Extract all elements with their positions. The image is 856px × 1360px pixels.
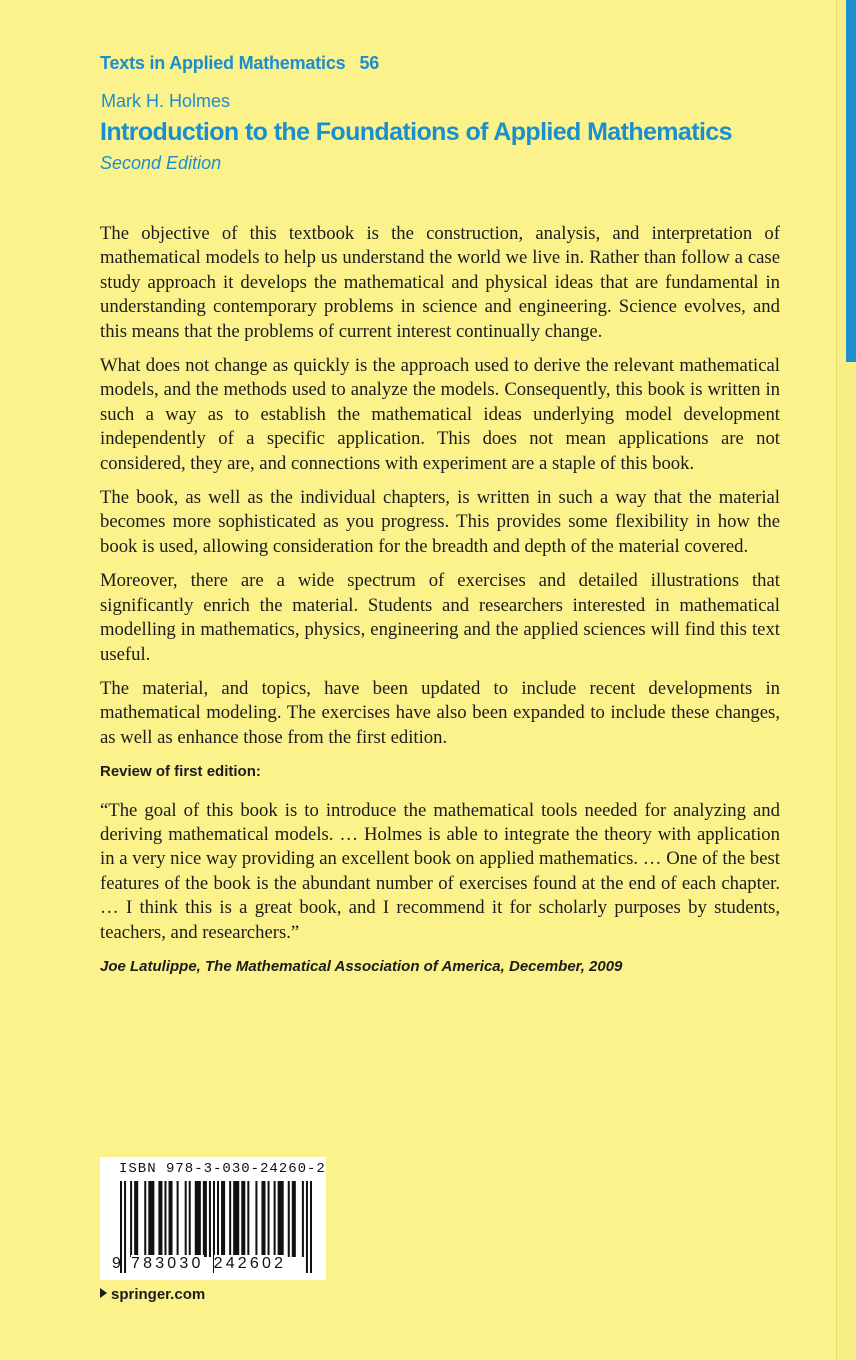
barcode-bar [209, 1181, 211, 1257]
isbn-label: ISBN 978-3-030-24260-2 [119, 1161, 326, 1177]
barcode-bar [247, 1181, 249, 1257]
blurb-paragraph: What does not change as quickly is the approach used to derive the relevant mathematical models, and the methods used to analyze the models. Consequently, this book is written in such a way as to establish the mathematical ideas underlying model development independently of a specific application. This does not mean applications are not considered, they are, and connections with experiment are a staple of this book. [100, 355, 780, 474]
barcode-bar [195, 1181, 201, 1257]
spine-color-tab [846, 0, 856, 362]
barcode-bar [292, 1181, 296, 1257]
edition-label: Second Edition [100, 153, 222, 173]
series-name: Texts in Applied Mathematics [100, 53, 346, 73]
blurb-body [100, 222, 780, 979]
barcode-bar [169, 1181, 173, 1257]
review-heading: Review of first edition: [100, 763, 261, 781]
barcode-bar [189, 1181, 191, 1257]
barcode-bar [274, 1181, 276, 1257]
barcode-digit-lead: 9 [112, 1255, 121, 1272]
arrow-right-icon [100, 1288, 107, 1298]
series-line [100, 53, 379, 74]
blurb-paragraph: The material, and topics, have been updated to include recent developments in mathematical modeling. The exercises have also been expanded to include these changes, as well as enhance those from the first edition. [100, 677, 780, 748]
barcode-bar [148, 1181, 154, 1257]
review-attribution: Joe Latulippe, The Mathematical Association of America, December, 2009 [100, 957, 623, 975]
barcode-bar [221, 1181, 225, 1257]
barcode-bar [177, 1181, 179, 1257]
publisher-url: springer.com [111, 1286, 206, 1303]
barcode-bar [144, 1181, 146, 1257]
barcode-bar [185, 1181, 187, 1257]
barcode-bar [229, 1181, 231, 1257]
barcode-bar [261, 1181, 265, 1257]
barcode-bar [268, 1181, 270, 1257]
barcode-bar [164, 1181, 166, 1257]
author-name: Mark H. Holmes [101, 91, 231, 111]
barcode-bar [130, 1181, 132, 1257]
barcode-bar [255, 1181, 257, 1257]
publisher-link[interactable] [100, 1286, 205, 1303]
barcode-bar [203, 1181, 207, 1257]
barcode-bar [278, 1181, 284, 1257]
barcode-bar [158, 1181, 162, 1257]
blurb-paragraph: The book, as well as the individual chapters, is written in such a way that the material becomes more sophisticated as you progress. This provides some flexibility in how the book is used, allowing consideration for the breadth and depth of the material covered. [100, 487, 780, 557]
barcode-bar [302, 1181, 304, 1257]
barcode-bar [134, 1181, 138, 1257]
barcode-bar [233, 1181, 239, 1257]
barcode-bar [288, 1181, 290, 1257]
review-quote: “The goal of this book is to introduce the mathematical tools needed for analyzing and deriving mathematical models. … Holmes is able to integrate the theory with application in a very nice way providing an excellent book on applied mathematics. … One of the best features of the book is the abundant number of exercises found at the end of each chapter. … I think this is a great book, and I recommend it for scholarly purposes by students, teachers, and researchers.” [100, 799, 780, 943]
blurb-paragraph: Moreover, there are a wide spectrum of exercises and detailed illustrations that significantly enrich the material. Students and researchers interested in mathematical modelling in mathematics, physics, engineering and the applied sciences will find this text useful. [100, 570, 780, 665]
isbn-barcode [100, 1157, 326, 1280]
blurb-paragraph: The objective of this textbook is the construction, analysis, and interpretation of mathematical models to help us understand the world we live in. Rather than follow a case study approach it develops the mathematical and physical ideas that are fundamental in understanding contemporary problems in science and engineering. Science evolves, and this means that the problems of current interest continually change. [100, 223, 780, 342]
book-title: Introduction to the Foundations of Applied Mathematics [100, 118, 732, 146]
series-number: 56 [359, 53, 380, 73]
barcode-bar [241, 1181, 245, 1257]
barcode-digits [112, 1255, 320, 1273]
barcode-digit-group-left: 783030 [131, 1255, 204, 1272]
barcode-digit-group-right: 242602 [213, 1255, 287, 1272]
